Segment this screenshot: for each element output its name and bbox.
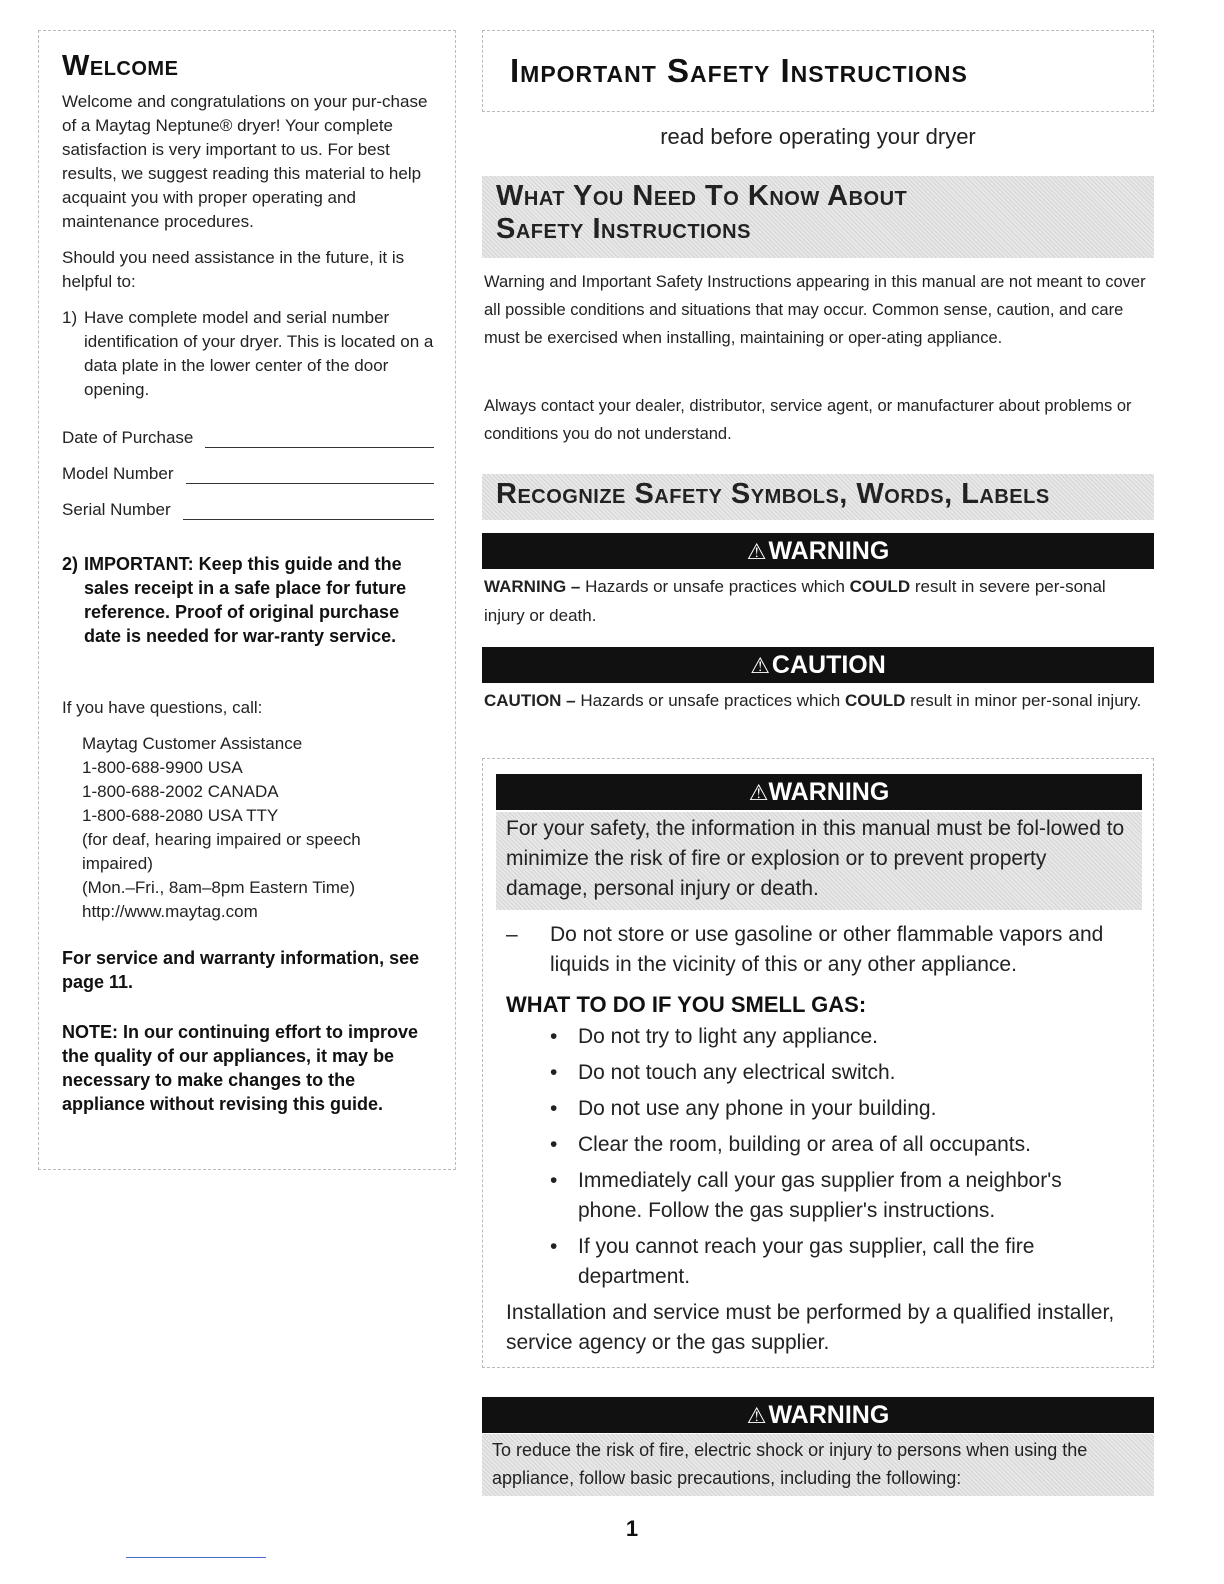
warning-label: WARNING <box>768 537 890 565</box>
safety-title: Important Safety Instructions <box>510 52 968 89</box>
bullet-icon: • <box>550 1097 558 1120</box>
service-info: For service and warranty information, see page 11. <box>62 948 420 992</box>
phone-tty: 1-800-688-2080 USA TTY <box>82 806 279 825</box>
know-about-heading <box>482 176 1154 258</box>
safety-subtitle: read before operating your dryer <box>660 124 976 149</box>
questions-text: If you have questions, call: <box>62 698 263 717</box>
gas-item-text: If you cannot reach your gas supplier, call the fire department. <box>578 1235 1035 1288</box>
installation-note: Installation and service must be performed by a qualified installer, service agency or the gas supplier. <box>506 1301 1115 1354</box>
warning-triangle-icon: ⚠ <box>746 539 767 564</box>
field-label: Date of Purchase <box>62 428 194 447</box>
website-link[interactable]: http://www.maytag.com <box>82 902 258 921</box>
gas-item <box>550 1022 1130 1052</box>
note: NOTE: In our continuing effort to improve the quality of our appliances, it may be necessary to make changes to the appliance without revising this guide. <box>62 1022 418 1114</box>
gas-heading: WHAT TO DO IF YOU SMELL GAS: <box>506 992 867 1017</box>
bottom-warning-banner <box>482 1397 1154 1433</box>
write-line <box>186 465 435 484</box>
flammable-item <box>506 920 1116 980</box>
caution-triangle-icon: ⚠ <box>750 653 770 678</box>
know-heading-line-1: What You Need To Know About <box>496 180 908 212</box>
step-1-text: Have complete model and serial number identification of your dryer. This is located on a data plate in the lower center of the door opening. <box>84 308 434 399</box>
flammable-text: Do not store or use gasoline or other flammable vapors and liquids in the vicinity of this or any other appliance. <box>550 923 1104 976</box>
footer-rule <box>126 1557 266 1558</box>
box-warning-banner <box>496 774 1142 810</box>
page-number: 1 <box>625 1516 639 1541</box>
know-paragraph-1: Warning and Important Safety Instructions appearing in this manual are not meant to cover all possible conditions and situations that may occur. Common sense, caution, and care must be exercised when installing, maintaining or oper-ating appliance. <box>484 273 1146 347</box>
caution-def-b: result in minor per-sonal injury. <box>910 691 1142 710</box>
bullet-icon: • <box>550 1133 558 1156</box>
bullet-icon: • <box>550 1169 558 1192</box>
warning-triangle-icon: ⚠ <box>746 1403 767 1428</box>
caution-label: CAUTION <box>771 651 886 679</box>
bullet-icon: • <box>550 1025 558 1048</box>
caution-definition <box>484 686 1150 715</box>
warning-banner <box>482 533 1154 569</box>
field-label: Model Number <box>62 464 174 483</box>
caution-banner <box>482 647 1154 683</box>
warning-def-a: Hazards or unsafe practices which <box>585 577 845 596</box>
write-line <box>205 429 434 448</box>
warning-label: WARNING <box>768 778 890 806</box>
warning-term: WARNING – <box>484 577 581 596</box>
step-1-number: 1) <box>62 308 78 327</box>
write-line <box>183 501 434 520</box>
recognize-heading: Recognize Safety Symbols, Words, Labels <box>482 474 1154 520</box>
caution-def-a: Hazards or unsafe practices which <box>580 691 841 710</box>
step-2 <box>62 552 440 648</box>
gas-item-text: Do not use any phone in your building. <box>578 1097 937 1120</box>
bullet-icon: • <box>550 1235 558 1258</box>
welcome-intro: Welcome and congratulations on your pur-chase of a Maytag Neptune® dryer! Your complete satisfaction is very important to us. For best results, we suggest reading this material to help acquaint you with proper operating and maintenance procedures. <box>62 92 428 231</box>
know-heading-line-2: Safety Instructions <box>496 213 751 245</box>
bottom-warning-text: To reduce the risk of fire, electric shock or injury to persons when using the appliance, follow basic precautions, including the following: <box>482 1434 1154 1496</box>
gas-item <box>550 1094 1130 1124</box>
gas-item <box>550 1166 1130 1226</box>
gas-item-text: Do not try to light any appliance. <box>578 1025 879 1048</box>
warning-label: WARNING <box>768 1401 890 1429</box>
caution-term: CAUTION – <box>484 691 576 710</box>
model-number-field[interactable] <box>62 458 434 484</box>
contact-name: Maytag Customer Assistance <box>82 734 303 753</box>
warning-def-b: result in severe per-sonal injury or death. <box>484 577 1106 625</box>
date-of-purchase-field[interactable] <box>62 422 434 448</box>
contact-block <box>82 732 432 924</box>
phone-canada: 1-800-688-2002 CANADA <box>82 782 279 801</box>
gas-item-text: Do not touch any electrical switch. <box>578 1061 896 1084</box>
dash-mark: – <box>506 923 518 946</box>
warning-triangle-icon: ⚠ <box>748 780 769 805</box>
gas-item <box>550 1058 1130 1088</box>
warning-definition <box>484 572 1150 630</box>
gas-item-text: Immediately call your gas supplier from a neighbor's phone. Follow the gas supplier's instructions. <box>578 1169 1062 1222</box>
gas-item-text: Clear the room, building or area of all occupants. <box>578 1133 1031 1156</box>
box-warning-text: For your safety, the information in this manual must be fol-lowed to minimize the risk of fire or explosion or to prevent property damage, personal injury or death. <box>496 812 1142 910</box>
could-word: COULD <box>849 577 911 596</box>
step-2-number: 2) <box>62 554 79 574</box>
bullet-icon: • <box>550 1061 558 1084</box>
step-1 <box>62 306 440 402</box>
phone-usa: 1-800-688-9900 USA <box>82 758 243 777</box>
gas-item <box>550 1130 1130 1160</box>
serial-number-field[interactable] <box>62 494 434 520</box>
could-word: COULD <box>844 691 906 710</box>
step-2-text: IMPORTANT: Keep this guide and the sales receipt in a safe place for future reference. Proof of original purchase date is needed for war-ranty service. <box>84 554 407 646</box>
tty-note: (for deaf, hearing impaired or speech impaired) <box>82 830 361 873</box>
hours: (Mon.–Fri., 8am–8pm Eastern Time) <box>82 878 356 897</box>
know-paragraph-2: Always contact your dealer, distributor, service agent, or manufacturer about problems or conditions you do not understand. <box>484 397 1132 443</box>
gas-item <box>550 1232 1130 1292</box>
welcome-title: Welcome <box>62 50 179 82</box>
field-label: Serial Number <box>62 500 171 519</box>
assist-text: Should you need assistance in the future, it is helpful to: <box>62 248 405 291</box>
